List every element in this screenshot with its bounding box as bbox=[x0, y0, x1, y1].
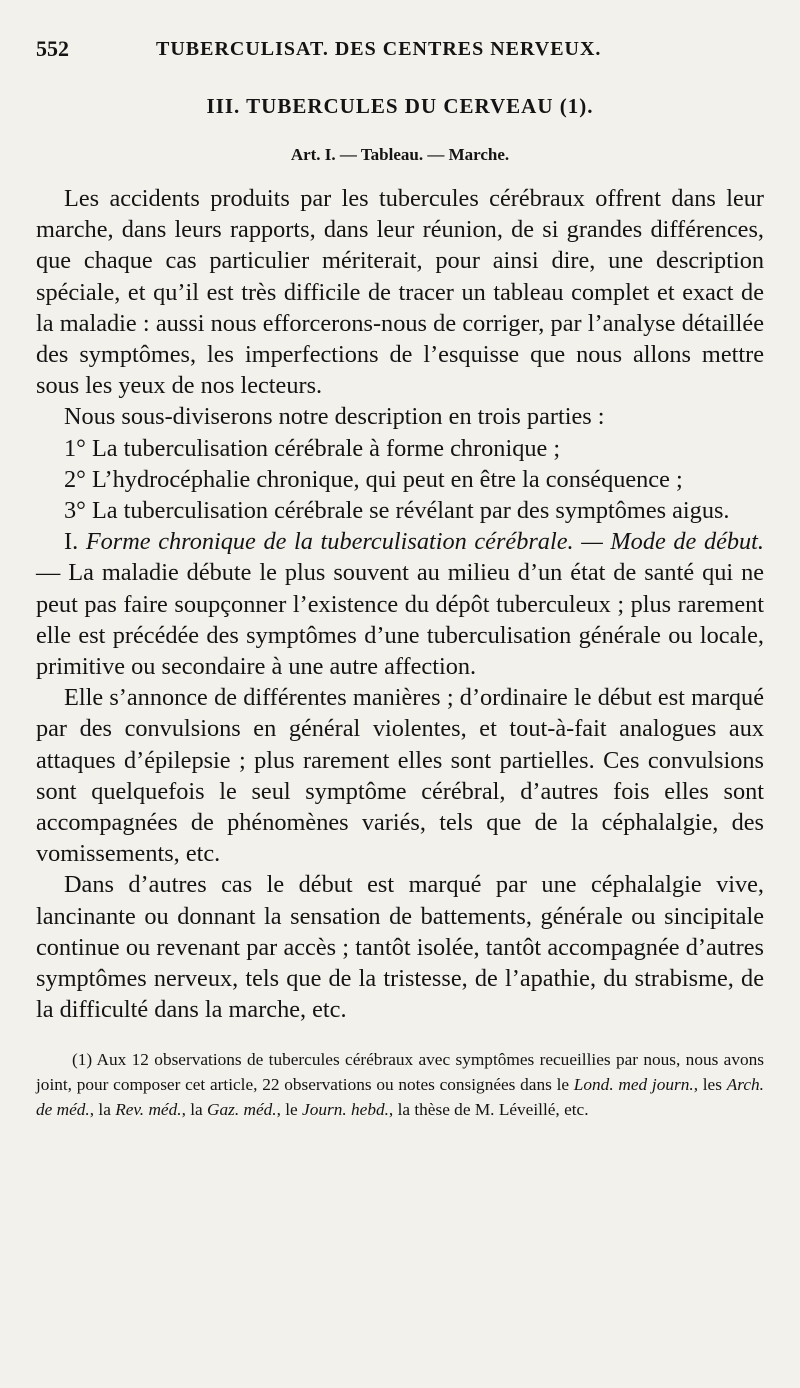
page-number: 552 bbox=[36, 36, 69, 61]
paragraph-onset: Elle s’annonce de différentes manières ; d’ordinaire le début est marqué par des convulsions en général violentes, et tout-à-fait analogues aux attaques d’épilepsie ; plus rarement elles sont partielles. Ces convulsions sont quelquefois le seul symptôme cérébral, d’autres fois elles sont accompagnées de phénomènes variés, tels que de la céphalalgie, des vomissements, etc. bbox=[36, 684, 764, 868]
footnote-text bbox=[36, 1047, 764, 1122]
footnote bbox=[36, 1047, 764, 1122]
footnote-part: , les bbox=[693, 1075, 727, 1095]
footnote-reference: Journ. hebd. bbox=[302, 1100, 389, 1120]
footnote-reference: Lond. med journ. bbox=[573, 1075, 694, 1095]
list-item-2: 2° L’hydrocéphalie chronique, qui peut en être la conséquence ; bbox=[64, 465, 683, 493]
footnote-part: , la bbox=[181, 1100, 207, 1120]
running-head bbox=[36, 34, 764, 74]
running-title: TUBERCULISAT. DES CENTRES NERVEUX. bbox=[156, 38, 602, 60]
paragraph-chronic-form bbox=[36, 526, 764, 682]
footnote-reference: Arch. de méd. bbox=[36, 1075, 764, 1120]
section-title-italic: Forme chronique de la tuberculisation cérébrale. — Mode de début. bbox=[85, 528, 764, 556]
body-text bbox=[36, 183, 764, 1025]
footnote-reference: Rev. méd. bbox=[115, 1100, 182, 1120]
footnote-part: (1) Aux 12 observations de tubercules cérébraux avec symptômes recueillies par nous, nous avons joint, pour composer cet article, 22 observations ou notes consignées dans le bbox=[36, 1050, 764, 1095]
footnote-reference: Gaz. méd. bbox=[207, 1100, 277, 1120]
paragraph-headache: Dans d’autres cas le début est marqué par une céphalalgie vive, lancinante ou donnant la sensation de battements, générale ou sincipitale continue ou revenant par accès ; tantôt isolée, tantôt accompagnée d’autres symptômes nerveux, tels que de la tristesse, de l’apathie, du strabisme, de la difficulté dans la marche, etc. bbox=[36, 871, 764, 1024]
chapter-heading: III. TUBERCULES DU CERVEAU (1). bbox=[206, 94, 594, 118]
section-number: I. bbox=[64, 528, 79, 556]
list-item-3: 3° La tuberculisation cérébrale se révélant par des symptômes aigus. bbox=[64, 497, 730, 525]
book-page bbox=[36, 34, 764, 1122]
article-heading: Art. I. — Tableau. — Marche. bbox=[290, 145, 510, 164]
paragraph-chronic-form-text: — La maladie débute le plus souvent au milieu d’un état de santé qui ne peut pas faire soupçonner l’existence du dépôt tuberculeux ; plus rarement elle est précédée des symptômes d’une tuberculisation générale ou locale, primitive ou secondaire à une autre affection. bbox=[36, 559, 764, 681]
paragraph-division: Nous sous-diviserons notre description en trois parties : bbox=[64, 403, 605, 431]
list-item-1: 1° La tuberculisation cérébrale à forme chronique ; bbox=[64, 434, 561, 462]
footnote-part: , le bbox=[276, 1100, 303, 1120]
footnote-part: , la bbox=[89, 1100, 116, 1120]
paragraph-intro: Les accidents produits par les tubercules cérébraux offrent dans leur marche, dans leurs rapports, dans leur réunion, de si grandes différences, que chaque cas particulier mériterait, pour ainsi dire, une description spéciale, et qu’il est très difficile de tracer un tableau complet et exact de la maladie : aussi nous efforcerons-nous de corriger, par l’analyse détaillée des symptômes, les imperfections de l’esquisse que nous allons mettre sous les yeux de nos lecteurs. bbox=[36, 185, 764, 400]
footnote-part: , la thèse de M. Léveillé, etc. bbox=[388, 1100, 589, 1120]
